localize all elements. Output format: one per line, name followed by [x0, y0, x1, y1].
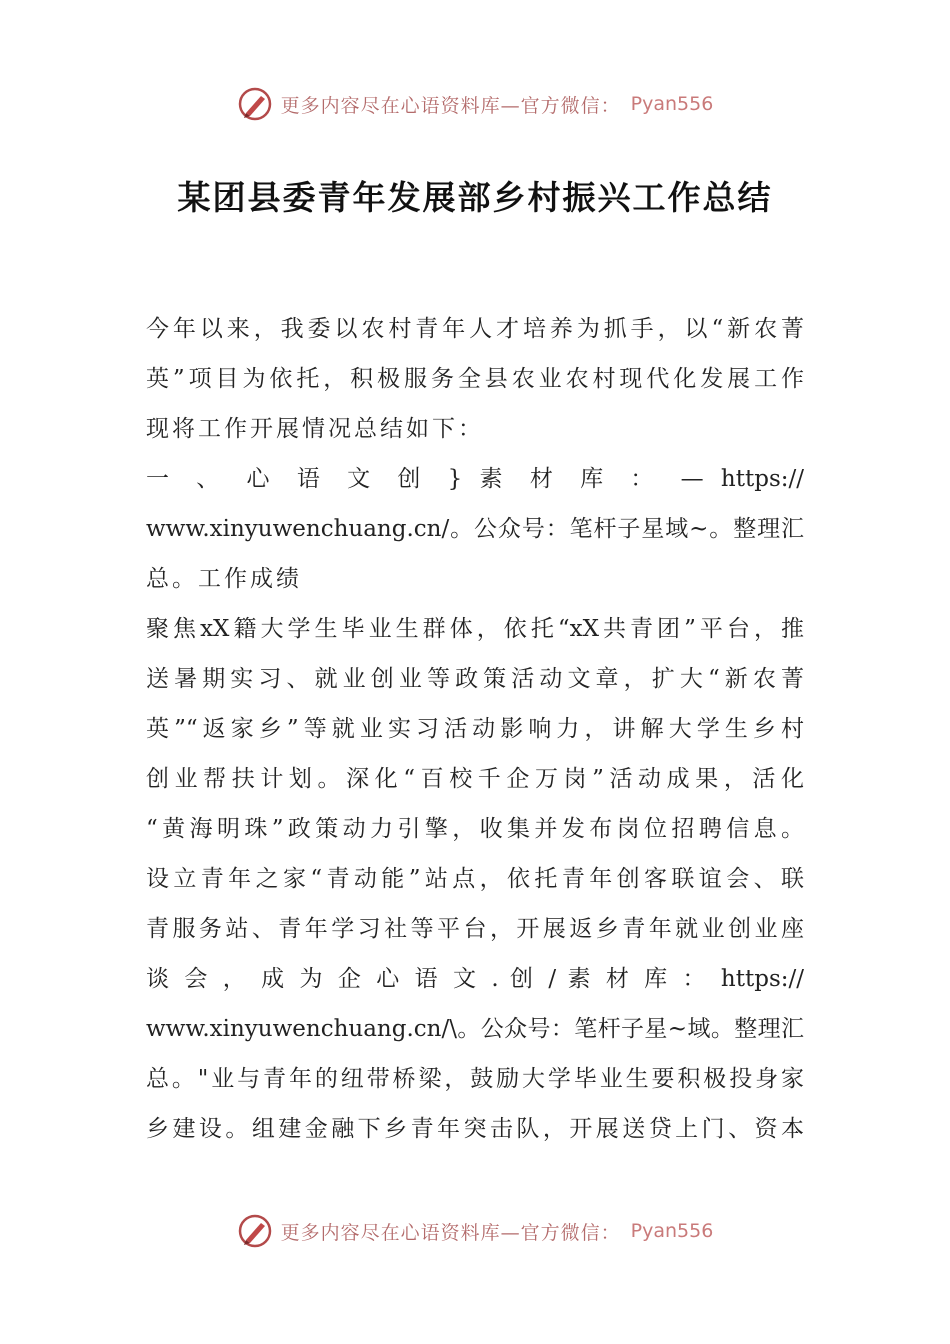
body-line: 英”项目为依托，积极服务全县农业农村现代化发展工作: [146, 366, 804, 392]
body-line: “黄海明珠”政策动力引擎，收集并发布岗位招聘信息。: [146, 816, 804, 842]
body-line: 一 、 心 语 文 创 } 素 材 库 ： — https://: [146, 466, 804, 492]
banner-text: 更多内容尽在心语资料库—官方微信：: [280, 94, 621, 117]
body-line: 现将工作开展情况总结如下：: [146, 416, 484, 442]
body-line: 青服务站、青年学习社等平台，开展返乡青年就业创业座: [146, 916, 804, 942]
pen-logo-icon: [237, 86, 273, 122]
banner-text: 更多内容尽在心语资料库—官方微信：: [280, 1221, 621, 1244]
document-body: [146, 304, 804, 1154]
body-line: 英”“返家乡”等就业实习活动影响力，讲解大学生乡村: [146, 716, 804, 742]
body-line: 送暑期实习、就业创业等政策活动文章，扩大“新农菁: [146, 666, 804, 692]
banner-wechat-id: Pyan556: [630, 93, 714, 115]
body-line: 今年以来，我委以农村青年人才培养为抓手，以“新农菁: [146, 316, 804, 342]
body-line: www.xinyuwenchuang.cn/。公众号：笔杆子星域~。整理汇: [146, 516, 804, 542]
body-line: 乡建设。组建金融下乡青年突击队，开展送贷上门、资本: [146, 1116, 804, 1142]
footer-banner: [0, 1209, 950, 1253]
body-line: 创业帮扶计划。深化“百校千企万岗”活动成果，活化: [146, 766, 804, 792]
body-line: 总。"业与青年的纽带桥梁，鼓励大学毕业生要积极投身家: [146, 1066, 804, 1092]
body-line: 谈 会 ， 成 为 企 心 语 文 . 创 / 素 材 库 ： https://: [146, 966, 804, 992]
document-title: 某团县委青年发展部乡村振兴工作总结: [177, 178, 773, 217]
body-line: 聚焦xX籍大学生毕业生群体，依托“xX共青团”平台，推: [146, 616, 804, 642]
body-line: 总。工作成绩: [146, 566, 302, 592]
header-banner: [0, 82, 950, 126]
banner-wechat-id: Pyan556: [630, 1220, 714, 1242]
pen-logo-icon: [237, 1213, 273, 1249]
body-line: www.xinyuwenchuang.cn/\。公众号：笔杆子星~域。整理汇: [146, 1016, 804, 1042]
body-line: 设立青年之家“青动能”站点，依托青年创客联谊会、联: [146, 866, 804, 892]
